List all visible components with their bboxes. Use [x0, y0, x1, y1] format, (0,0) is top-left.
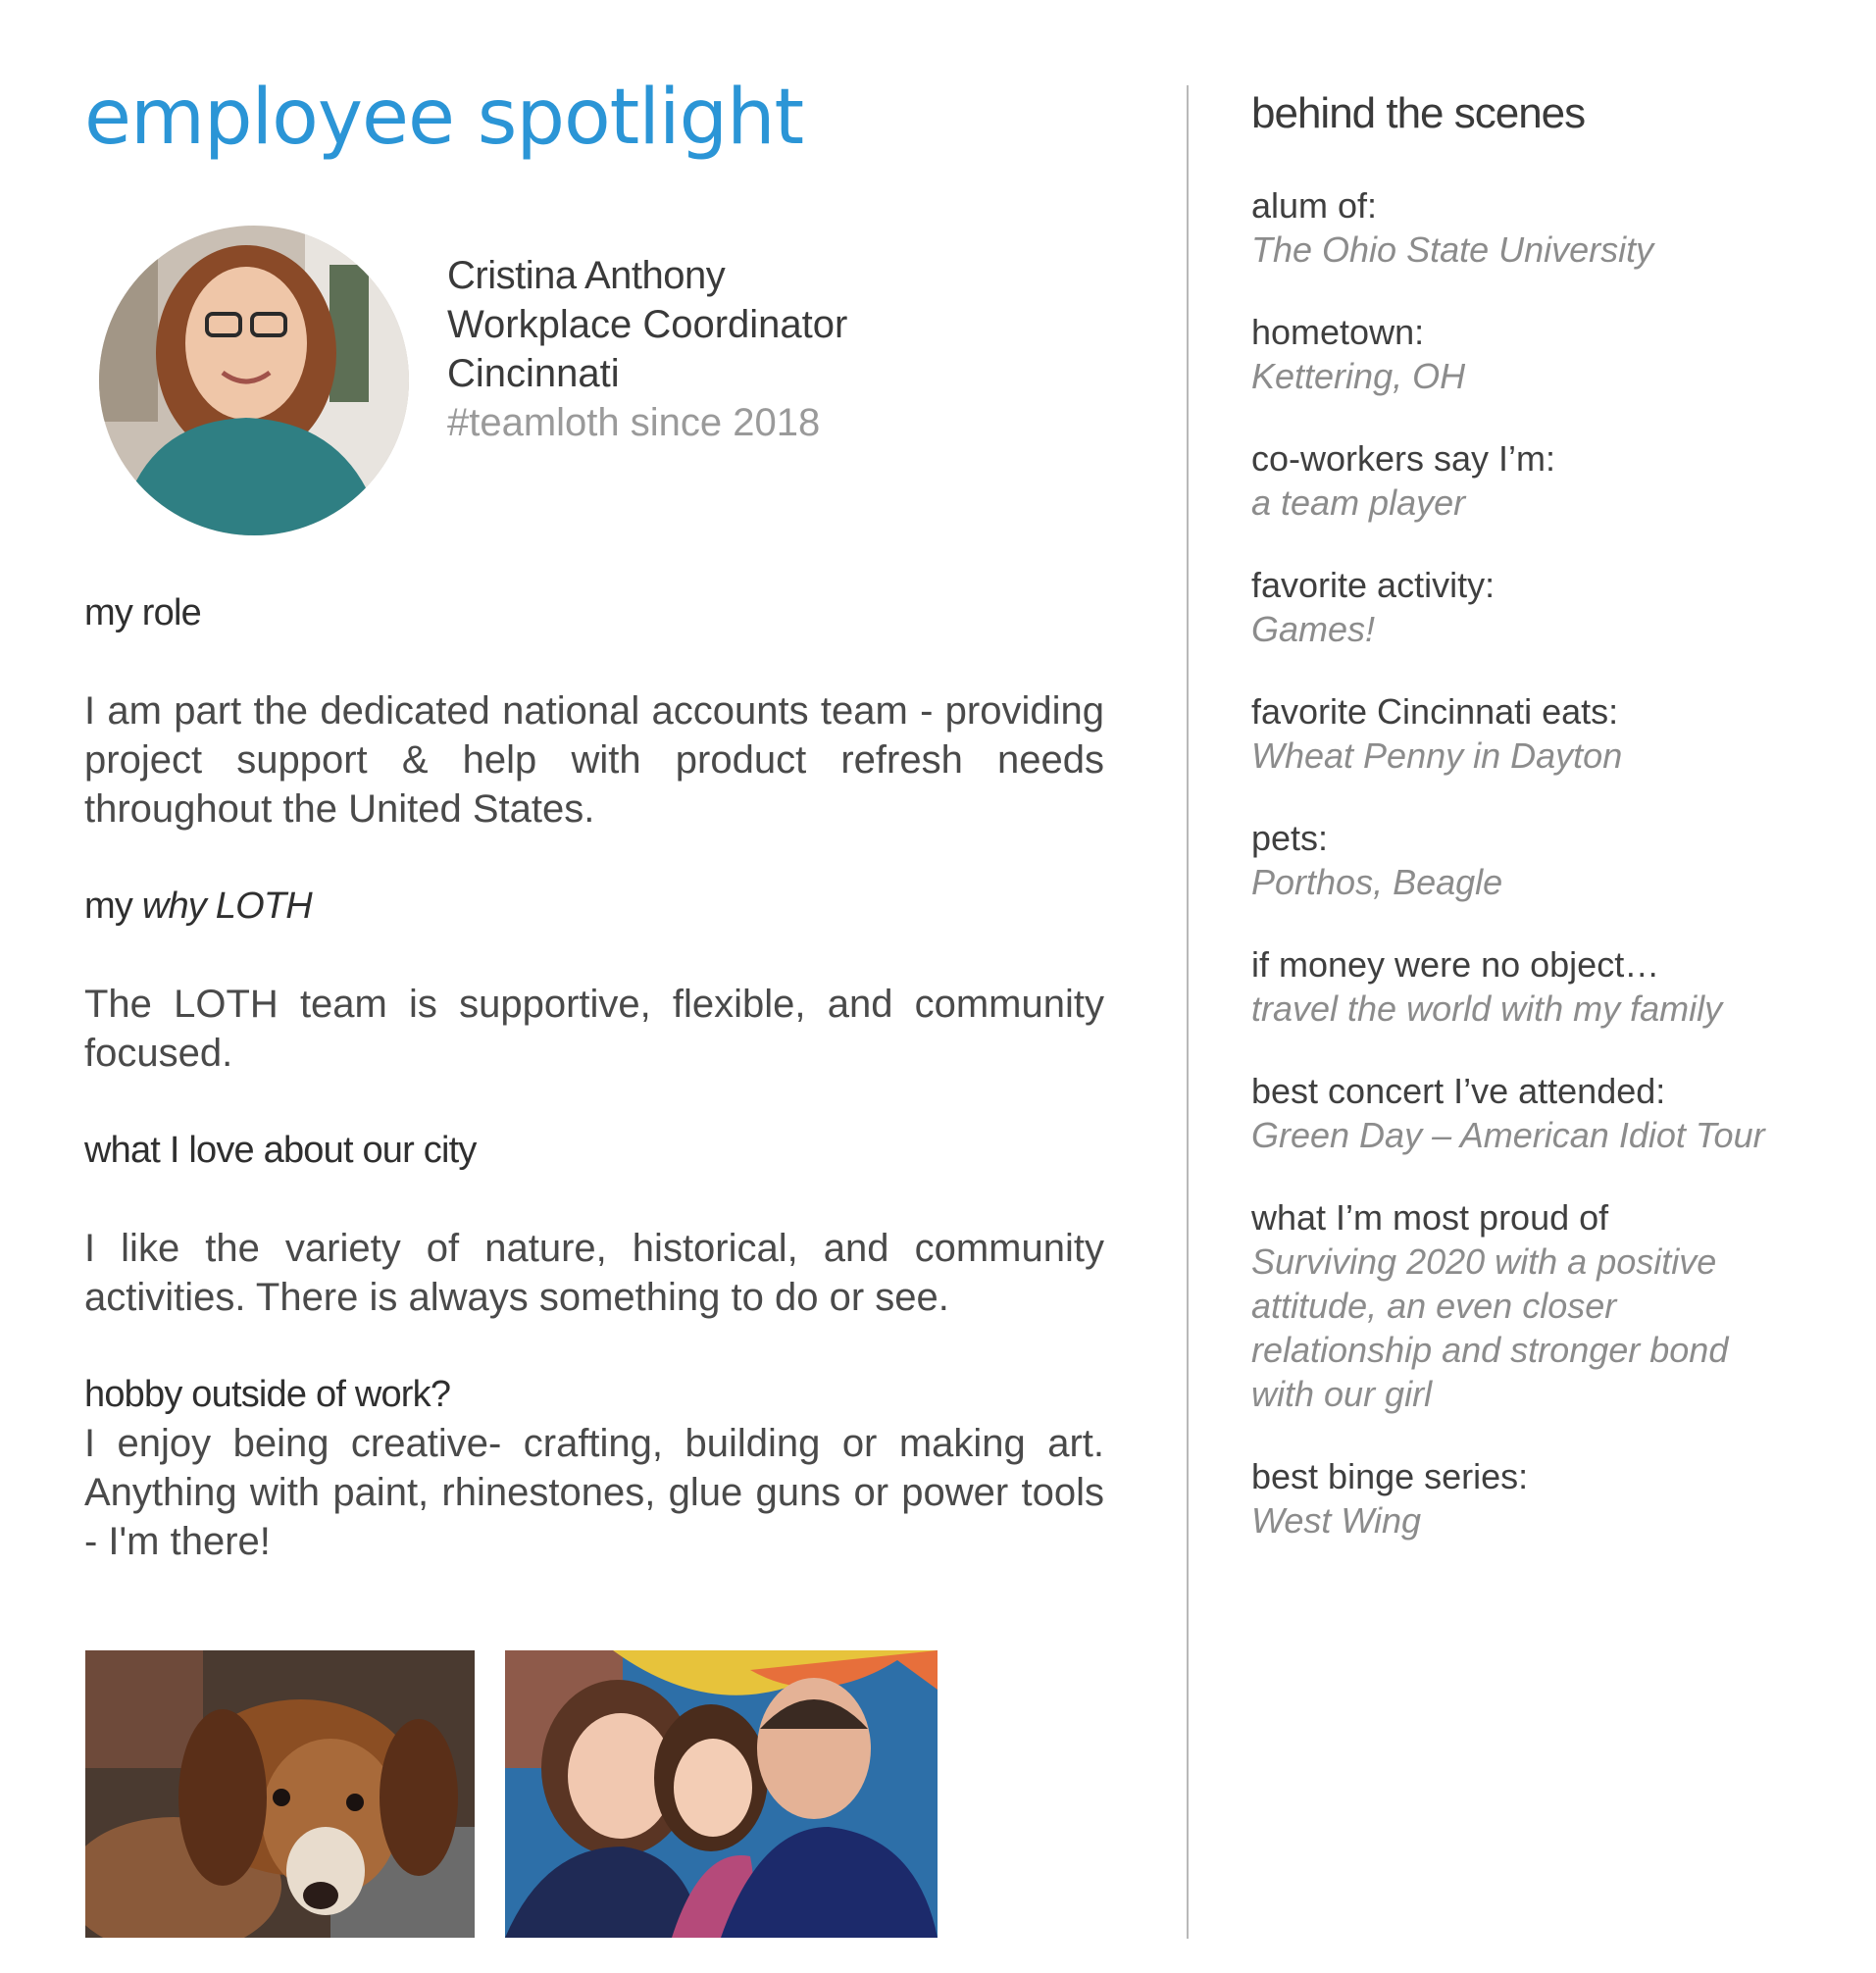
- family-photo: [505, 1650, 938, 1938]
- main-content: [84, 588, 1104, 1566]
- fact-label: best concert I’ve attended:: [1251, 1071, 1666, 1111]
- city-body: I like the variety of nature, historical, and community activities. There is always something to do or see.: [84, 1227, 1104, 1319]
- fact-value: a team player: [1251, 482, 1466, 523]
- why-heading: [84, 882, 1104, 931]
- fact-item: [1251, 817, 1800, 904]
- fact-item: [1251, 437, 1800, 525]
- fact-value: Porthos, Beagle: [1251, 862, 1503, 902]
- behind-the-scenes: [1251, 86, 1800, 1582]
- fact-label: favorite activity:: [1251, 565, 1496, 605]
- fact-item: [1251, 1455, 1800, 1543]
- fact-value: Wheat Penny in Dayton: [1251, 735, 1623, 776]
- fact-value: Kettering, OH: [1251, 356, 1466, 396]
- fact-item: [1251, 184, 1800, 272]
- fact-label: favorite Cincinnati eats:: [1251, 691, 1619, 732]
- location: Cincinnati: [447, 352, 620, 395]
- hobby-heading: hobby outside of work?: [84, 1374, 451, 1415]
- fact-value: Surviving 2020 with a positive attitude, an even closer relationship and stronger bond with our girl: [1251, 1241, 1729, 1414]
- why-heading-prefix: my: [84, 885, 142, 927]
- fact-value: travel the world with my family: [1251, 988, 1723, 1029]
- fact-label: best binge series:: [1251, 1456, 1529, 1496]
- fact-label: pets:: [1251, 818, 1329, 858]
- fact-label: alum of:: [1251, 185, 1378, 226]
- role-body: I am part the dedicated national accounts team - providing project support & help with product refresh needs throughout the United States.: [84, 689, 1104, 831]
- fact-label: what I’m most proud of: [1251, 1197, 1609, 1238]
- fact-value: Green Day – American Idiot Tour: [1251, 1115, 1765, 1155]
- sidebar-heading: behind the scenes: [1251, 89, 1586, 137]
- profile-info: [447, 251, 847, 447]
- fact-item: [1251, 311, 1800, 398]
- dog-photo: [85, 1650, 475, 1938]
- page-title: employee spotlight: [84, 74, 804, 162]
- team-since: #teamloth since 2018: [447, 401, 821, 444]
- role-heading: my role: [84, 592, 201, 633]
- profile-photo: [99, 226, 409, 535]
- fact-label: hometown:: [1251, 312, 1425, 352]
- fact-label: if money were no object…: [1251, 944, 1660, 985]
- fact-item: [1251, 564, 1800, 651]
- fact-item: [1251, 690, 1800, 778]
- employee-name: Cristina Anthony: [447, 254, 726, 297]
- fact-item: [1251, 943, 1800, 1031]
- fact-value: West Wing: [1251, 1500, 1422, 1541]
- why-heading-emphasis: why LOTH: [141, 885, 312, 927]
- fact-item: [1251, 1196, 1800, 1416]
- fact-value: The Ohio State University: [1251, 229, 1654, 270]
- why-body: The LOTH team is supportive, flexible, and community focused.: [84, 983, 1104, 1075]
- fact-item: [1251, 1070, 1800, 1157]
- fact-label: co-workers say I’m:: [1251, 438, 1556, 479]
- city-heading: what I love about our city: [84, 1130, 477, 1171]
- hobby-body: I enjoy being creative- crafting, building or making art. Anything with paint, rhinestones, glue guns or power tools - I'm there!: [84, 1422, 1104, 1563]
- column-divider: [1187, 85, 1189, 1939]
- fact-value: Games!: [1251, 609, 1376, 649]
- job-title: Workplace Coordinator: [447, 303, 848, 346]
